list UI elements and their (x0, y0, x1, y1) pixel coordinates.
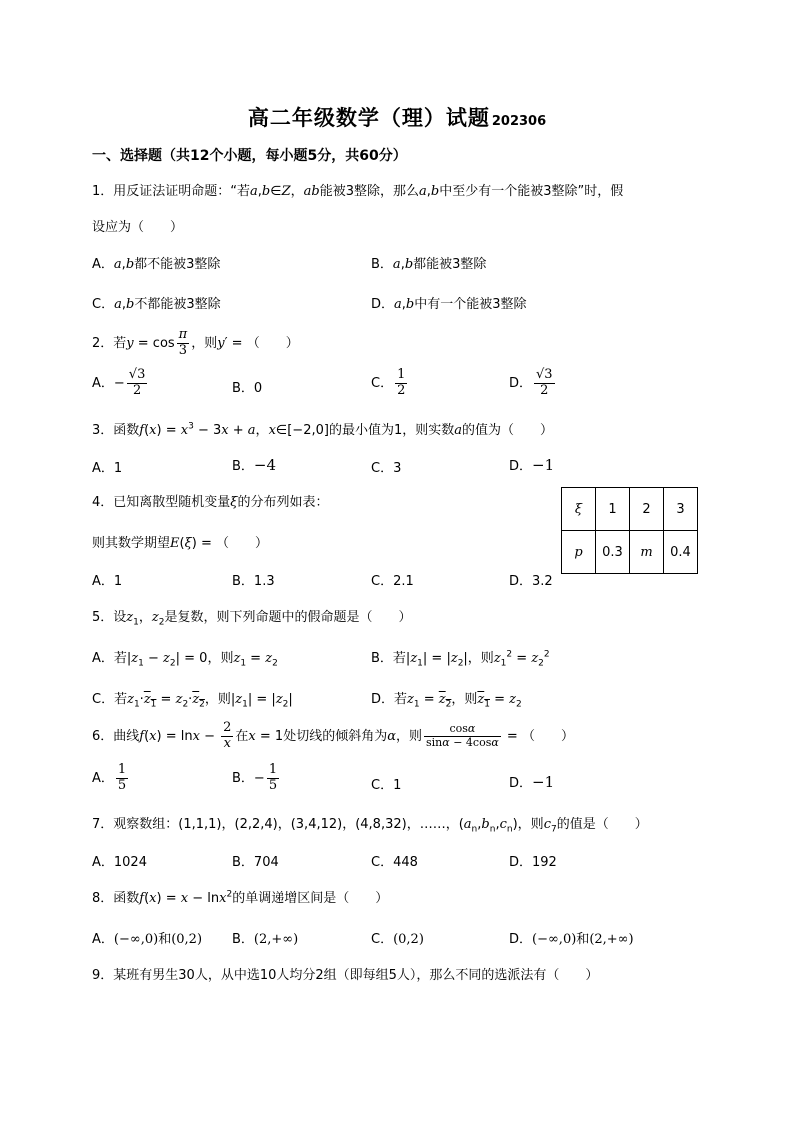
table-cell: p (562, 531, 596, 574)
q5-stem: 5．设$z_1$，$z_2$是复数，则下列命题中的假命题是（ ） (92, 610, 412, 628)
table-row (562, 488, 698, 531)
q2-option-b[interactable]: B．0 (232, 381, 263, 396)
q5-option-c[interactable]: C．若$z_1\cdot z_1 = z_2\cdot z_2$，则$|z_1| = |z_2|$ (92, 692, 293, 710)
q1-option-a[interactable]: A．a,b都不能被3整除 (92, 257, 221, 272)
q3-option-b[interactable]: B．−4 (232, 456, 277, 474)
q8-option-d[interactable]: D．(−∞,0)和(2,+∞) (509, 932, 634, 947)
q8-stem: 8．函数f(x) = x − lnx$^2$的单调递增区间是（ ） (92, 889, 389, 906)
q7-option-a[interactable]: A．1024 (92, 855, 147, 870)
q6-stem: 6．曲线f(x) = lnx − $\frac{2}{x}$ 在x = 1处切线的倾斜角为α，则 $\frac{\cos\alpha}{\sin\alpha - 4\cos\alpha}$ = （ ） (92, 720, 574, 751)
q8-option-c[interactable]: C．(0,2) (371, 932, 424, 947)
q2-option-a[interactable]: A．− $\frac{√3}{2}$ (92, 367, 146, 398)
table-cell: 0.4 (664, 531, 698, 574)
q5-option-a[interactable]: A．若$|z_1 - z_2| = 0$，则$z_1 = z_2$ (92, 651, 278, 669)
q3-option-d[interactable]: D．−1 (509, 456, 555, 474)
q5-option-d[interactable]: D．若$z_1 = z_2$，则$z_1 = z_2$ (371, 692, 522, 710)
q1-option-b[interactable]: B．a,b都能被3整除 (371, 257, 487, 272)
q7-option-b[interactable]: B．704 (232, 855, 279, 870)
q6-option-c[interactable]: C．1 (371, 778, 402, 793)
table-cell: 3 (664, 488, 698, 531)
table-row (562, 531, 698, 574)
q7-stem: 7．观察数组：(1,1,1)，(2,2,4)，(3,4,12)，(4,8,32)，……，$(a_n,b_n,c_n)$，则$c_7$的值是（ ） (92, 817, 648, 835)
q4-option-a[interactable]: A．1 (92, 574, 123, 589)
page-title: 高二年级数学（理）试题 202306 (247, 106, 547, 130)
q6-option-b[interactable]: B．− $\frac{1}{5}$ (232, 762, 278, 793)
q2-option-c[interactable]: C． $\frac{1}{2}$ (371, 367, 406, 398)
q7-option-c[interactable]: C．448 (371, 855, 418, 870)
q8-option-b[interactable]: B．(2,+∞) (232, 932, 299, 947)
q1-stem-line1: 1．用反证法证明命题：“若a,b∈Z，ab能被3整除，那么a,b中至少有一个能被3整除”时，假 (92, 184, 624, 199)
q3-stem: 3．函数$f(x) = x^3 - 3x + a$，x∈[−2,0]的最小值为1，则实数a的值为（ ） (92, 421, 554, 438)
q3-option-c[interactable]: C．3 (371, 461, 402, 476)
q1-option-c[interactable]: C．a,b不都能被3整除 (92, 297, 221, 312)
q2-option-d[interactable]: D． $\frac{√3}{2}$ (509, 367, 553, 398)
table-cell: ξ (562, 488, 596, 531)
q4-ask: 则其数学期望E(ξ) = （ ） (92, 536, 269, 551)
q4-option-c[interactable]: C．2.1 (371, 574, 414, 589)
distribution-table (561, 487, 698, 574)
section-heading: 一、选择题（共12个小题，每小题5分，共60分） (92, 148, 407, 164)
q6-option-d[interactable]: D．−1 (509, 773, 555, 791)
table-cell: 0.3 (596, 531, 630, 574)
table-cell: m (630, 531, 664, 574)
q5-option-b[interactable]: B．若$|z_1| = |z_2|$，则$z_1^2 = z_2^2$ (371, 649, 550, 669)
q2-stem: 2．若y = cos $\frac{\pi}{3}$ ，则y′ = （ ） (92, 327, 299, 358)
q6-option-a[interactable]: A． $\frac{1}{5}$ (92, 762, 127, 793)
q4-stem: 4．已知离散型随机变量ξ的分布列如表： (92, 495, 329, 510)
q7-option-d[interactable]: D．192 (509, 855, 557, 870)
q8-option-a[interactable]: A．(−∞,0)和(0,2) (92, 932, 203, 947)
q1-option-d[interactable]: D．a,b中有一个能被3整除 (371, 297, 527, 312)
q4-option-d[interactable]: D．3.2 (509, 574, 553, 589)
q4-option-b[interactable]: B．1.3 (232, 574, 275, 589)
table-cell: 1 (596, 488, 630, 531)
q1-stem-line2: 设应为（ ） (92, 220, 184, 235)
q3-option-a[interactable]: A．1 (92, 461, 123, 476)
title-code: 202306 (491, 114, 547, 129)
q9-stem: 9．某班有男生30人，从中选10人均分2组（即每组5人），那么不同的选派法有（ ） (92, 968, 599, 983)
table-cell: 2 (630, 488, 664, 531)
